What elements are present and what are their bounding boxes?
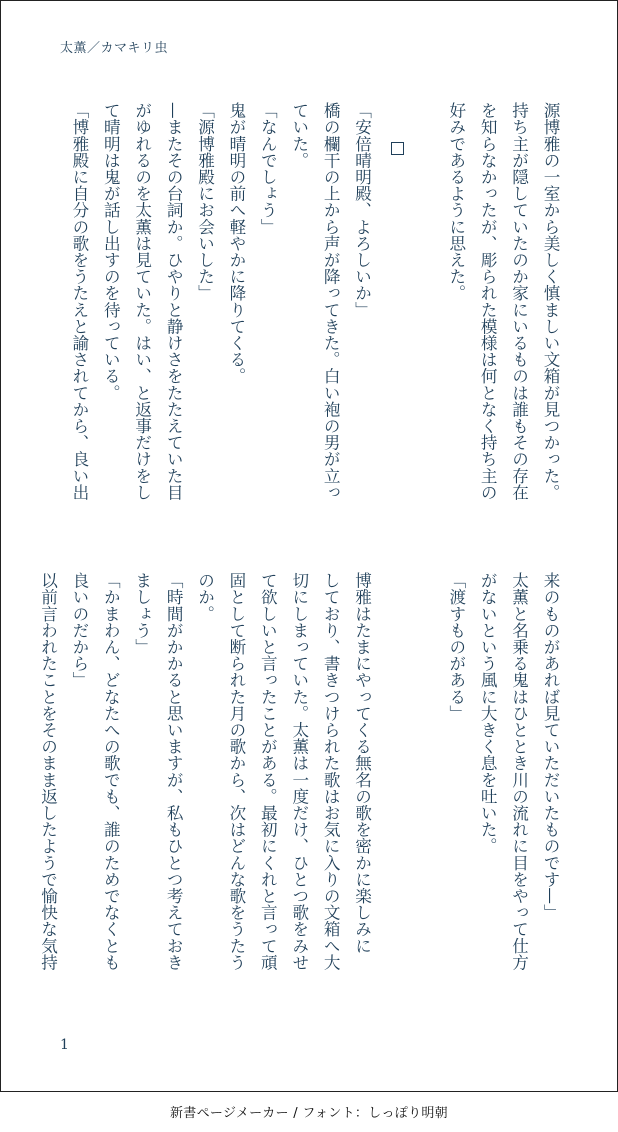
text-block-upper — [66, 102, 566, 534]
text-line: のか。 — [195, 572, 215, 622]
blank-line — [409, 572, 440, 1004]
footer-credit: 新書ページメーカー / フォント：しっぽり明朝 — [170, 1106, 448, 1121]
text-line: 太薫と名乗る鬼はひととき川の流れに目をやって仕方 — [509, 572, 529, 971]
blank-line — [409, 102, 440, 534]
text-line: 「源博雅殿にお会いした」 — [195, 102, 215, 302]
section-break — [378, 102, 409, 534]
text-line: 「かまわん、どなたへの歌でも、誰のためでなくとも — [101, 572, 121, 971]
text-line: 「渡すものがある」 — [446, 572, 466, 722]
text-line: がないという風に大きく息を吐いた。 — [478, 572, 498, 855]
text-line: ていた。 — [289, 102, 309, 169]
text-line: 以前言われたことをそのまま返したようで愉快な気持 — [38, 572, 58, 971]
text-line: 「時間がかかると思いますが、私もひとつ考えておき — [164, 572, 184, 971]
text-line: を知らなかったが、彫られた模様は何となく持ち主の — [478, 102, 498, 501]
text-line: 良いのだから」 — [69, 572, 89, 689]
text-line: 橋の欄干の上から声が降ってきた。白い袍の男が立っ — [321, 102, 341, 501]
text-line: て欲しいと言ったことがある。最初にくれと言って頑 — [258, 572, 278, 971]
text-line: 「なんでしょう」 — [258, 102, 278, 235]
square-outline-icon — [391, 142, 404, 155]
page-number: 1 — [60, 1037, 69, 1053]
text-line: 切にしまっていた。太薫は一度だけ、ひとつ歌をみせ — [289, 572, 309, 971]
text-line: 源博雅の一室から美しく慎ましい文箱が見つかった。 — [541, 102, 560, 501]
text-line: しており、書きつけられた歌はお気に入りの文箱へ大 — [321, 572, 341, 971]
text-block-lower — [38, 572, 566, 1004]
blank-line — [378, 572, 409, 1004]
text-line: て晴明は鬼が話し出すのを待っている。 — [101, 102, 121, 401]
text-line: ましょう」 — [132, 572, 152, 655]
text-line: 固として断られた月の歌から、次はどんな歌をうたう — [226, 572, 246, 971]
text-line: 来のものがあれば見ていただいたものです—」 — [541, 572, 560, 921]
text-line: 「安倍晴明殿、よろしいか」 — [352, 102, 372, 318]
text-line: 好みであるように思えた。 — [446, 102, 466, 302]
page-header-title: 太薫／カマキリ虫 — [60, 41, 169, 56]
text-line: —またその台詞か。ひやりと静けさをたたえていた目 — [164, 102, 184, 501]
text-line: 持ち主が隠していたのか家にいるものは誰もその存在 — [509, 102, 529, 501]
text-line: 博雅はたまにやってくる無名の歌を密かに楽しみに — [352, 572, 372, 954]
text-line: 鬼が晴明の前へ軽やかに降りてくる。 — [226, 102, 246, 385]
text-line: がゆれるのを太薫は見ていた。はい、と返事だけをし — [132, 102, 152, 501]
text-line: 「博雅殿に自分の歌をうたえと諭されてから、良い出 — [69, 102, 89, 501]
